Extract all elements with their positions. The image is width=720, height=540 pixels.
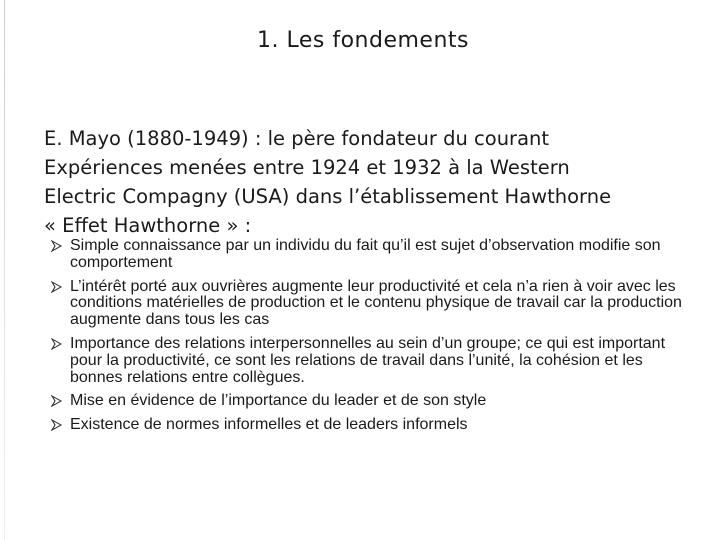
arrowhead-bullet-icon [50, 419, 62, 431]
intro-paragraph [44, 124, 704, 240]
bullet-text: Existence de normes informelles et de leaders informels [70, 416, 468, 434]
bullet-text: Simple connaissance par un individu du fait qu’il est sujet d’observation modifie son comportement [70, 237, 661, 271]
intro-line: « Effet Hawthorne » : [44, 214, 252, 237]
arrowhead-bullet-icon [50, 240, 62, 252]
slide-title: 1. Les fondements [257, 28, 469, 53]
arrowhead-bullet-icon [50, 281, 62, 293]
bullet-text: Importance des relations interpersonnelles au sein d’un groupe; ce qui est important pour la productivité, ce sont les relations de travail dans l’unité, la cohésion et les bonnes relations entre collègues. [70, 334, 666, 386]
left-accent-line [4, 0, 5, 540]
intro-line: Expériences menées entre 1924 et 1932 à la Western [44, 156, 570, 179]
list-item [50, 417, 690, 434]
list-item [50, 336, 690, 386]
list-item [50, 393, 690, 410]
intro-line: E. Mayo (1880-1949) : le père fondateur du courant [44, 127, 550, 150]
list-item [50, 238, 690, 272]
bullet-list [50, 238, 690, 441]
arrowhead-bullet-icon [50, 395, 62, 407]
arrowhead-bullet-icon [50, 338, 62, 350]
list-item [50, 279, 690, 329]
intro-line: Electric Compagny (USA) dans l’établissement Hawthorne [44, 185, 612, 208]
bullet-text: Mise en évidence de l’importance du leader et de son style [70, 392, 487, 410]
bullet-text: L’intérêt porté aux ouvrières augmente leur productivité et cela n’a rien à voir avec les conditions matérielles de production et le contenu physique de travail car la production augmente dans tous les cas [70, 277, 682, 329]
